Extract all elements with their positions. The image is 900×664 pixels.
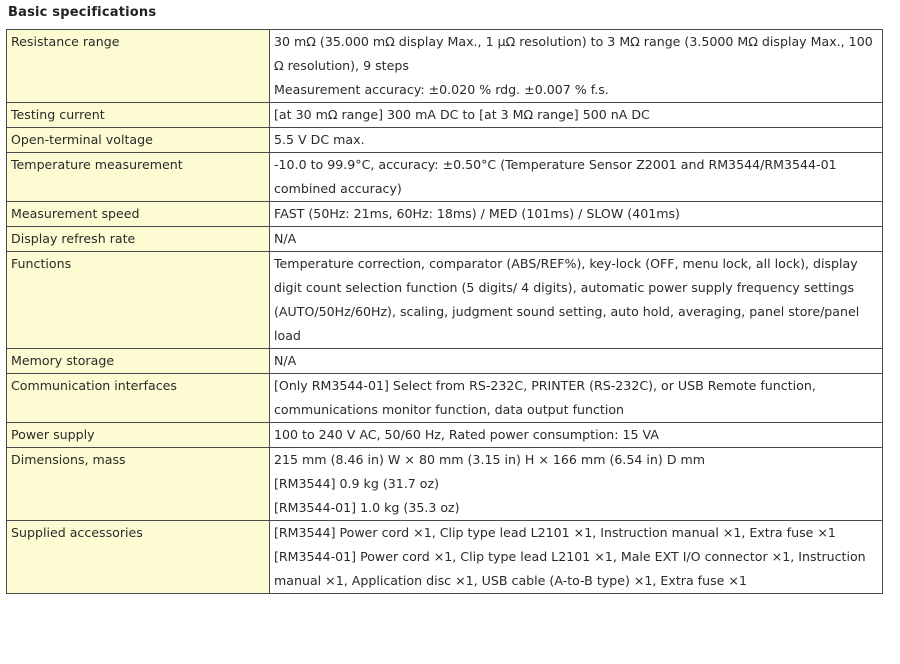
spec-value-line: 5.5 V DC max. [274,132,365,147]
spec-value [270,423,883,448]
spec-value-line: N/A [274,353,297,368]
spec-value [270,153,883,202]
spec-value-line: N/A [274,231,297,246]
table-row [7,202,883,227]
table-row [7,128,883,153]
spec-label: Temperature measurement [7,153,270,202]
table-row [7,521,883,594]
table-row [7,423,883,448]
spec-label: Display refresh rate [7,227,270,252]
spec-label: Open-terminal voltage [7,128,270,153]
table-row [7,349,883,374]
spec-label: Dimensions, mass [7,448,270,521]
spec-value-line: [RM3544] 0.9 kg (31.7 oz) [274,476,440,491]
spec-label: Measurement speed [7,202,270,227]
spec-value-line: [at 30 mΩ range] 300 mA DC to [at 3 MΩ range] 500 nA DC [274,107,650,122]
spec-value [270,103,883,128]
spec-value-line: 215 mm (8.46 in) W × 80 mm (3.15 in) H × 166 mm (6.54 in) D mm [274,452,706,467]
specifications-table [6,29,883,594]
spec-label: Resistance range [7,30,270,103]
spec-value-line: Temperature correction, comparator (ABS/REF%), key-lock (OFF, menu lock, all lock), display digit count selection function (5 digits/ 4 digits), automatic power supply frequency settings (AUTO/50Hz/60Hz), scaling, judgment sound setting, auto hold, averaging, panel store/panel load [274,256,860,343]
spec-value-line: [RM3544] Power cord ×1, Clip type lead L2101 ×1, Instruction manual ×1, Extra fuse ×1 [274,525,836,540]
table-row [7,227,883,252]
spec-value-line: -10.0 to 99.9°C, accuracy: ±0.50°C (Temperature Sensor Z2001 and RM3544/RM3544-01 combined accuracy) [274,157,837,196]
spec-value [270,30,883,103]
page-title: Basic specifications [8,5,157,20]
table-row [7,448,883,521]
table-row [7,374,883,423]
spec-label: Functions [7,252,270,349]
spec-value-line: [RM3544-01] 1.0 kg (35.3 oz) [274,500,460,515]
table-row [7,103,883,128]
spec-value-line: [RM3544-01] Power cord ×1, Clip type lead L2101 ×1, Male EXT I/O connector ×1, Instruction manual ×1, Application disc ×1, USB cable (A-to-B type) ×1, Extra fuse ×1 [274,549,866,588]
spec-value [270,202,883,227]
spec-value [270,128,883,153]
spec-value-line: [Only RM3544-01] Select from RS-232C, PRINTER (RS-232C), or USB Remote function, communications monitor function, data output function [274,378,816,417]
spec-value [270,252,883,349]
spec-value [270,448,883,521]
spec-value-line: Measurement accuracy: ±0.020 % rdg. ±0.007 % f.s. [274,82,609,97]
spec-value [270,227,883,252]
spec-label: Memory storage [7,349,270,374]
specifications-table-body [7,30,883,594]
table-row [7,153,883,202]
table-row [7,30,883,103]
spec-label: Supplied accessories [7,521,270,594]
spec-value [270,374,883,423]
spec-value [270,521,883,594]
spec-label: Testing current [7,103,270,128]
spec-value-line: 100 to 240 V AC, 50/60 Hz, Rated power consumption: 15 VA [274,427,659,442]
spec-value-line: FAST (50Hz: 21ms, 60Hz: 18ms) / MED (101ms) / SLOW (401ms) [274,206,680,221]
spec-value-line: 30 mΩ (35.000 mΩ display Max., 1 μΩ resolution) to 3 MΩ range (3.5000 MΩ display Max., 100 Ω resolution), 9 steps [274,34,873,73]
spec-value [270,349,883,374]
spec-label: Power supply [7,423,270,448]
spec-label: Communication interfaces [7,374,270,423]
table-row [7,252,883,349]
